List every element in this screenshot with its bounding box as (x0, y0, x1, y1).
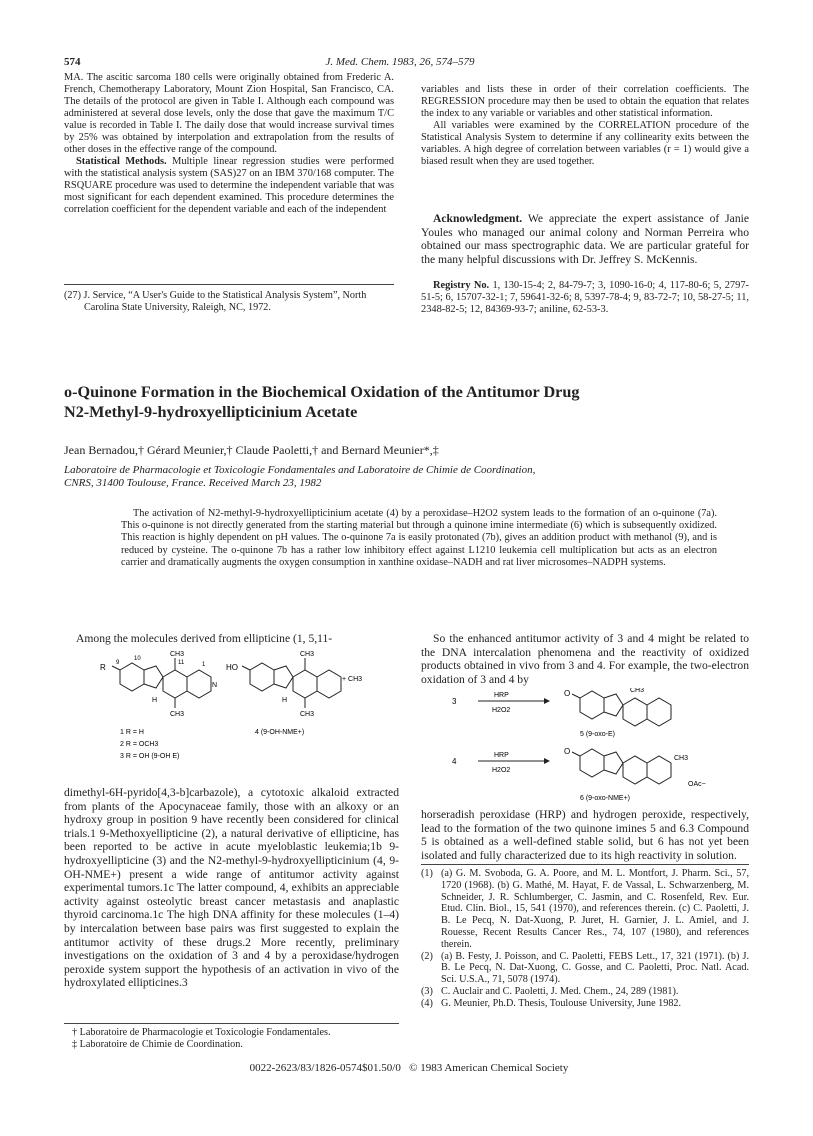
quinone-imine-6 (572, 749, 671, 784)
reference-2 (421, 951, 749, 986)
title-line-2: N2-Methyl-9-hydroxyellipticinium Acetate (64, 403, 358, 421)
ch3-top-4: CH3 (300, 651, 315, 658)
legend-1: 1 R = H (120, 729, 144, 736)
ellipticine-structures (90, 650, 380, 772)
prev-paragraph: All variables were examined by the CORRELATION procedure of the Statistical Analysis System to determine if any collinearity exits between the variables. A high degree of correlation between variables (r = 1) would give a biased result when they are used together. (421, 120, 749, 167)
footnote-dagger: † Laboratoire de Pharmacologie et Toxicologie Fondamentales. (72, 1027, 331, 1038)
article-title (64, 382, 754, 422)
footnote-divider (64, 284, 394, 285)
pos10-label: 10 (134, 656, 141, 662)
title-line-1: o-Quinone Formation in the Biochemical Oxidation of the Antitumor Drug (64, 383, 580, 401)
n-plus-ch3: + CH3 (342, 676, 363, 683)
reference-4 (421, 998, 749, 1010)
statistical-methods-text: Multiple linear regression studies were performed with the statistical analysis system (SAS)27 on an IBM 370/168 computer. The RSQUARE procedure was used to determine the independent variable that was most significant for each dependent examined. This procedure determines the correlation coefficient for the dependent variable and each of the independent (64, 156, 394, 215)
legend-2: 2 R = OCH3 (120, 741, 159, 748)
ch3-5: CH3 (630, 688, 645, 694)
quinone-imine-5 (572, 691, 671, 726)
nh-label: H (152, 697, 158, 704)
reference-number: (4) (421, 997, 433, 1009)
reference-text: (a) G. M. Svoboda, G. A. Poore, and M. L. Montfort, J. Pharm. Sci., 57, 1720 (1968). (b) G. Mathé, M. Hayat, F. de Vassal, L. Schwarzenberg, M. Schneider, J. R. Schlumberger, C. Jasmin, and C. Rosenfeld, Rev. Eur. Etud. Clin. Biol., 15, 541 (1970), and references therein. (c) C. Paoletti, J. B. Le Pecq, N. Dat-Xuong, P. Juret, H. Garnier, J. L. Amiel, and J. Rouesse, Recent Results Cancer Res., 74, 107 (1980), and references therein. (441, 868, 749, 950)
h2o2-label-2: H2O2 (492, 767, 511, 774)
intro-right-body: horseradish peroxidase (HRP) and hydrogen peroxide, respectively, lead to the formation of the two quinone imines 5 and 6.3 Compound 5 is obtained as a well-defined stable solid, but 6 has not yet been isolated and fully characterized due to its high reactivity in solution. (421, 808, 749, 862)
ho-label: HO (226, 663, 238, 672)
hrp-label-1: HRP (494, 692, 509, 699)
prev-article-left-column (64, 72, 394, 216)
references-divider (421, 864, 749, 865)
compound-3-label: 3 (452, 697, 457, 706)
ellipticine-structure (112, 658, 211, 708)
r-label: R (100, 663, 106, 672)
ch3-bottom-4: CH3 (300, 711, 315, 718)
affiliation-line-2: CNRS, 31400 Toulouse, France. Received March 23, 1982 (64, 477, 322, 489)
ch3-6: CH3 (674, 755, 689, 762)
affiliation (64, 464, 535, 490)
label-6: 6 (9-oxo-NME+) (580, 795, 630, 802)
acknowledgment-text: We appreciate the expert assistance of Janie Youles who managed our animal colony and Norman Perreira who obtained our mass spectrographic data. We are particular grateful for the many helpful discussions with Dr. Jeffrey S. McKennis. (421, 212, 749, 266)
affiliation-line-1: Laboratoire de Pharmacologie et Toxicologie Fondamentales and Laboratoire de Chimie de Coordination, (64, 464, 536, 476)
label-5: 5 (9-oxo-E) (580, 731, 616, 738)
pos9-label: 9 (116, 660, 120, 666)
pos1-label: 1 (202, 662, 206, 668)
registry-paragraph (421, 280, 749, 316)
page-footer: 0022-2623/83/1826-0574$01.50/0 © 1983 American Chemical Society (249, 1062, 569, 1074)
legend-3: 3 R = OH (9-OH E) (120, 753, 180, 760)
prev-article-right-column (421, 84, 749, 168)
nh-label-4: H (282, 697, 288, 704)
oxo-o-label: O (564, 689, 571, 698)
hrp-label-2: HRP (494, 752, 509, 759)
acknowledgment-heading: Acknowledgment. (433, 212, 523, 225)
oxo-o-label-6: O (564, 747, 571, 756)
registry-text: 1, 130-15-4; 2, 84-79-7; 3, 1090-16-0; 4, 117-80-6; 5, 2797-51-5; 6, 15707-32-1; 7, 59641-32-6; 8, 5397-78-4; 9, 83-72-7; 10, 58-27-5; 11, 2348-82-5; 12, 84369-93-7; aniline, 62-53-3. (421, 280, 749, 315)
registry-numbers (421, 280, 749, 316)
authors: Jean Bernadou,† Gérard Meunier,† Claude Paoletti,† and Bernard Meunier*,‡ (64, 443, 439, 457)
ch3-bottom: CH3 (170, 711, 185, 718)
footnote-ddagger: ‡ Laboratoire de Chimie de Coordination. (72, 1039, 243, 1050)
compound-4-label: 4 (452, 757, 457, 766)
oac-label: OAc− (688, 781, 706, 788)
page-number: 574 (64, 56, 81, 68)
ellipticinium-structure (242, 658, 341, 708)
intro-left-line: Among the molecules derived from ellipticine (1, 5,11- (76, 632, 333, 645)
oxidation-scheme (440, 688, 740, 804)
legend-4: 4 (9-OH-NME+) (255, 729, 305, 736)
abstract: The activation of N2-methyl-9-hydroxyellipticinium acetate (4) by a peroxidase–H2O2 system leads to the formation of an o-quinone (7a). This o-quinone is not directly generated from the starting material but through a quinone imine intermediate (6) which is subsequently oxidized. This reaction is highly dependent on pH values. The o-quinone 7a is easily protonated (7b), gives an addition product with methanol (9), and is reduced by cysteine. The o-quinone 7b has a rather low inhibitory effect against L1210 leukemia cell multiplication but acts as an electron carrier and dramatically augments the oxygen consumption in xanthine oxidase–NADH and rat liver microsomes–NADPH systems. (121, 508, 717, 568)
pos11-label: 11 (178, 660, 185, 666)
intro-right-line: So the enhanced antitumor activity of 3 and 4 might be related to the DNA intercalation phenomena and the reactivity of oxidized products obtained in vivo from 3 and 4. For example, the two-electron oxidation of 3 and 4 by (421, 632, 749, 686)
acknowledgment-paragraph (421, 212, 749, 266)
reference-text: G. Meunier, Ph.D. Thesis, Toulouse University, June 1982. (441, 997, 682, 1009)
prev-paragraph: MA. The ascitic sarcoma 180 cells were originally obtained from Frederic A. French, Chemotherapy Laboratory, Mount Zion Hospital, San Francisco, CA. The details of the protocol are given in Table I. Although each compound was administered at several dose levels, only the dose that gave the maximum T/C value is recorded in Table I. The daily dose that would increase survival times by 25% was obtained by interpolation and extrapolation from the results of other doses in the effective range of the compound. (64, 72, 394, 155)
registry-heading: Registry No. (433, 280, 490, 291)
acknowledgment (421, 212, 749, 266)
references (421, 868, 749, 1010)
reference-number: (3) (421, 985, 433, 997)
statistical-methods-paragraph (64, 156, 394, 216)
n-label: N (212, 682, 218, 689)
journal-header: J. Med. Chem. 1983, 26, 574–579 (325, 56, 475, 68)
reference-number: (1) (421, 868, 433, 879)
prev-paragraph: variables and lists these in order of their correlation coefficients. The REGRESSION procedure may then be used to obtain the equation that relates the index to any variable or variables and other statistical information. (421, 84, 749, 119)
reference-text: C. Auclair and C. Paoletti, J. Med. Chem., 24, 289 (1981). (441, 985, 679, 997)
reference-1 (421, 868, 749, 951)
h2o2-label-1: H2O2 (492, 707, 511, 714)
reference-text: (a) B. Festy, J. Poisson, and C. Paoletti, FEBS Lett., 17, 321 (1971). (b) J. B. Le Pecq, N. Dat-Xuong, C. Gosse, and C. Paoletti, Proc. Natl. Acad. Sci. U.S.A., 71, 5078 (1974). (441, 950, 749, 986)
footnote-divider (64, 1023, 399, 1024)
ch3-top: CH3 (170, 651, 185, 658)
footnote-27: (27) J. Service, “A User's Guide to the Statistical Analysis System”, North Carolina State University, Raleigh, NC, 1972. (64, 290, 367, 313)
reference-number: (2) (421, 950, 433, 962)
statistical-methods-heading: Statistical Methods. (76, 156, 167, 167)
intro-left-body: dimethyl-6H-pyrido[4,3-b]carbazole), a cytotoxic alkaloid extracted from plants of the Apocynaceae family, those with an alkoxy or an hydroxy group in position 9 have recently been considered for clinical trials.1 9-Methoxyellipticine (2), a natural derivative of ellipticine, has been reported to be active in acute myeloblastic leukemia;1b 9-hydroxyellipticine (3) and the N2-methyl-9-hydroxyellipticinium (4, 9-OH-NME+) present a wide range of antitumor activity against experimental tumors.1c The latter compound, 4, exhibits an appreciable activity against osteolytic breast cancer metastasis and anaplastic thyroid carcinoma.1c The high DNA affinity for these molecules (1–4) by intercalation between base pairs was first suggested to explain the antitumor activity of these drugs.2 More recently, preliminary investigations on the oxidation of 3 and 4 by a peroxidase/hydrogen peroxide system support the hypothesis of an activation in vivo of the hydroxylated ellipticines.3 (64, 786, 399, 990)
reference-3 (421, 986, 749, 998)
